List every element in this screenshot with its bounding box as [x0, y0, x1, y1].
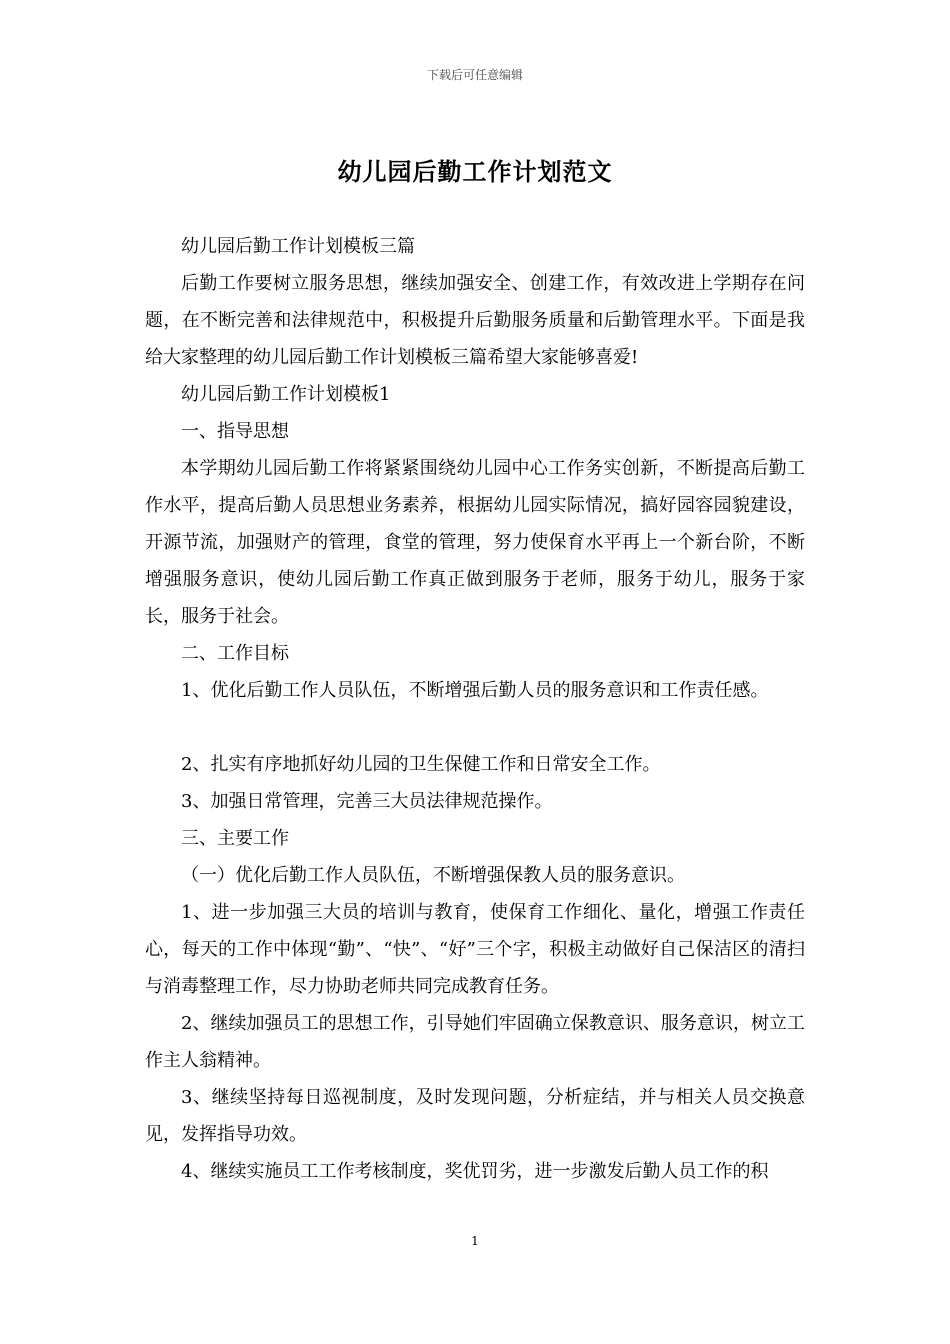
section-heading: 二、工作目标	[181, 643, 289, 664]
list-item: 3、加强日常管理，完善三大员法律规范操作。	[181, 791, 553, 812]
list-item: 4、继续实施员工工作考核制度，奖优罚劣，进一步激发后勤人员工作的积	[181, 1161, 769, 1182]
list-item: 2、扎实有序地抓好幼儿园的卫生保健工作和日常安全工作。	[181, 754, 661, 775]
paragraph: 幼儿园后勤工作计划模板三篇	[181, 236, 415, 257]
list-item: 1、优化后勤工作人员队伍，不断增强后勤人员的服务意识和工作责任感。	[181, 680, 769, 701]
list-item: 3、继续坚持每日巡视制度，及时发现问题，分析症结，并与相关人员交换意见，发挥指导功效。	[145, 1087, 805, 1145]
section-heading: 三、主要工作	[181, 828, 289, 849]
blank-line	[145, 709, 805, 746]
section-heading: 一、指导思想	[181, 421, 289, 442]
subsection-heading: （一）优化后勤工作人员队伍，不断增强保教人员的服务意识。	[181, 865, 685, 886]
document-title: 幼儿园后勤工作计划范文	[337, 157, 613, 186]
paragraph: 本学期幼儿园后勤工作将紧紧围绕幼儿园中心工作务实创新，不断提高后勤工作水平，提高后勤人员思想业务素养，根据幼儿园实际情况，搞好园容园貌建设，开源节流，加强财产的管理，食堂的管理，努力使保育水平再上一个新台阶，不断增强服务意识，使幼儿园后勤工作真正做到服务于老师，服务于幼儿，服务于家长，服务于社会。	[145, 458, 805, 627]
list-item: 1、进一步加强三大员的培训与教育，使保育工作细化、量化，增强工作责任心，每天的工作中体现“勤”、“快”、“好”三个字，积极主动做好自己保洁区的清扫与消毒整理工作，尽力协助老师共同完成教育任务。	[145, 902, 805, 997]
list-item: 2、继续加强员工的思想工作，引导她们牢固确立保教意识、服务意识，树立工作主人翁精神。	[145, 1013, 805, 1071]
paragraph: 幼儿园后勤工作计划模板1	[181, 384, 391, 405]
document-body	[145, 228, 805, 1190]
page-number: 1	[471, 1234, 479, 1248]
paragraph: 后勤工作要树立服务思想，继续加强安全、创建工作，有效改进上学期存在问题，在不断完善和法律规范中，积极提升后勤服务质量和后勤管理水平。下面是我给大家整理的幼儿园后勤工作计划模板三篇希望大家能够喜爱!	[145, 273, 805, 368]
header-note: 下载后可任意编辑	[426, 68, 523, 82]
